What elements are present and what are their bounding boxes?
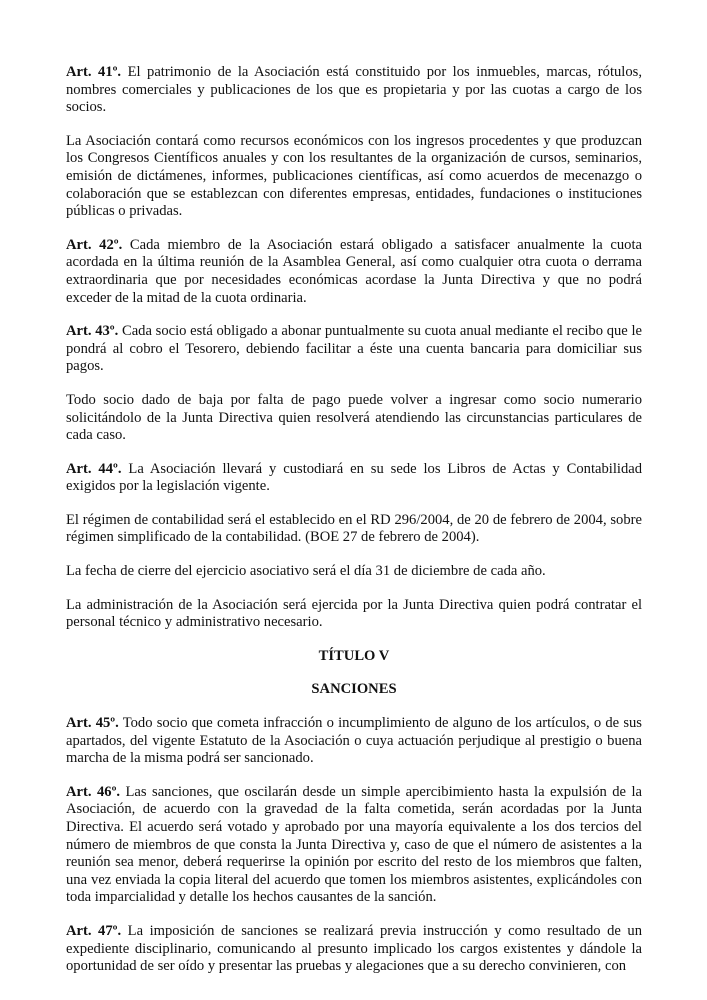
article-45-label: Art. 45º.: [66, 715, 119, 732]
article-42-paragraph: [66, 237, 642, 307]
section-heading: SANCIONES: [311, 681, 397, 698]
fiscal-year-paragraph: [66, 563, 642, 581]
article-47-text: La imposición de sanciones se realizará previa instrucción y como resultado de un expediente disciplinario, comunicando al presunto implicado los cargos existentes y dándole la oportunidad de ser oído y presentar las pruebas y alegaciones que a su derecho convinieren, con: [66, 922, 642, 975]
document-page: [66, 64, 642, 992]
accounting-regime-paragraph: [66, 512, 642, 547]
article-42-text: Cada miembro de la Asociación estará obligado a satisfacer anualmente la cuota acordada en la última reunión de la Asamblea General, así como cualquier otra cuota o derrama extraordinaria que por necesidades económicas acordase la Junta Directiva y que no podrá exceder de la mitad de la cuota ordinaria.: [66, 236, 642, 306]
article-43-paragraph: [66, 323, 642, 376]
article-45-paragraph: [66, 715, 642, 768]
article-46-label: Art. 46º.: [66, 783, 121, 800]
article-41-text: El patrimonio de la Asociación está constituido por los inmuebles, marcas, rótulos, nombres comerciales y publicaciones de los que es propietaria y por las cuotas a cargo de los socios.: [66, 64, 642, 116]
economic-resources-text: La Asociación contará como recursos económicos con los ingresos procedentes y que produzcan los Congresos Científicos anuales y con los resultantes de la organización de cursos, seminarios, emisión de dictámenes, informes, publicaciones científicas, así como acuerdos de mecenazgo o colaboración que se establezcan con diferentes empresas, entidades, fundaciones o instituciones públicas o privadas.: [66, 132, 642, 220]
economic-resources-paragraph: [66, 133, 642, 221]
article-43-label: Art. 43º.: [66, 323, 119, 340]
article-47-label: Art. 47º.: [66, 922, 122, 939]
administration-text: La administración de la Asociación será ejercida por la Junta Directiva quien podrá contratar el personal técnico y administrativo necesario.: [66, 596, 642, 631]
article-41-paragraph: [66, 64, 642, 117]
title-heading: TÍTULO V: [318, 647, 390, 664]
article-47-paragraph: [66, 923, 642, 976]
article-43-text: Cada socio está obligado a abonar puntualmente su cuota anual mediante el recibo que le pondrá al cobro el Tesorero, debiendo facilitar a éste una cuenta bancaria para domiciliar sus pagos.: [66, 323, 642, 375]
article-46-text: Las sanciones, que oscilarán desde un simple apercibimiento hasta la expulsión de la Asociación, de acuerdo con la gravedad de la falta cometida, serán acordadas por la Junta Directiva. El acuerdo será votado y aprobado por una mayoría equivalente a los dos tercios del número de miembros de que consta la Junta Directiva y, caso de que el número de asistentes a la reunión sea menor, deberá requerirse la opinión por escrito del resto de los miembros que falten, una vez enviada la copia literal del acuerdo que tomen los miembros asistentes, explicándoles con toda imparcialidad y detalle los hechos causantes de la sanción.: [66, 783, 643, 906]
article-44-paragraph: [66, 461, 642, 496]
readmission-paragraph: [66, 392, 642, 445]
article-42-label: Art. 42º.: [66, 236, 123, 253]
article-46-paragraph: [66, 784, 642, 907]
article-44-label: Art. 44º.: [66, 460, 122, 477]
fiscal-year-text: La fecha de cierre del ejercicio asociativo será el día 31 de diciembre de cada año.: [66, 563, 546, 580]
article-44-text: La Asociación llevará y custodiará en su sede los Libros de Actas y Contabilidad exigidos por la legislación vigente.: [66, 460, 643, 495]
readmission-text: Todo socio dado de baja por falta de pago puede volver a ingresar como socio numerario solicitándolo de la Junta Directiva quien resolverá atendiendo las circunstancias particulares de cada caso.: [66, 391, 642, 444]
article-41-label: Art. 41º.: [66, 64, 122, 80]
administration-paragraph: [66, 597, 642, 632]
article-45-text: Todo socio que cometa infracción o incumplimiento de alguno de los artículos, o de sus apartados, del vigente Estatuto de la Asociación o cuya actuación perjudique al prestigio o buena marcha de la misma podrá ser sancionado.: [66, 715, 642, 767]
accounting-regime-text: El régimen de contabilidad será el establecido en el RD 296/2004, de 20 de febrero de 2004, sobre régimen simplificado de la contabilidad. (BOE 27 de febrero de 2004).: [66, 511, 642, 546]
